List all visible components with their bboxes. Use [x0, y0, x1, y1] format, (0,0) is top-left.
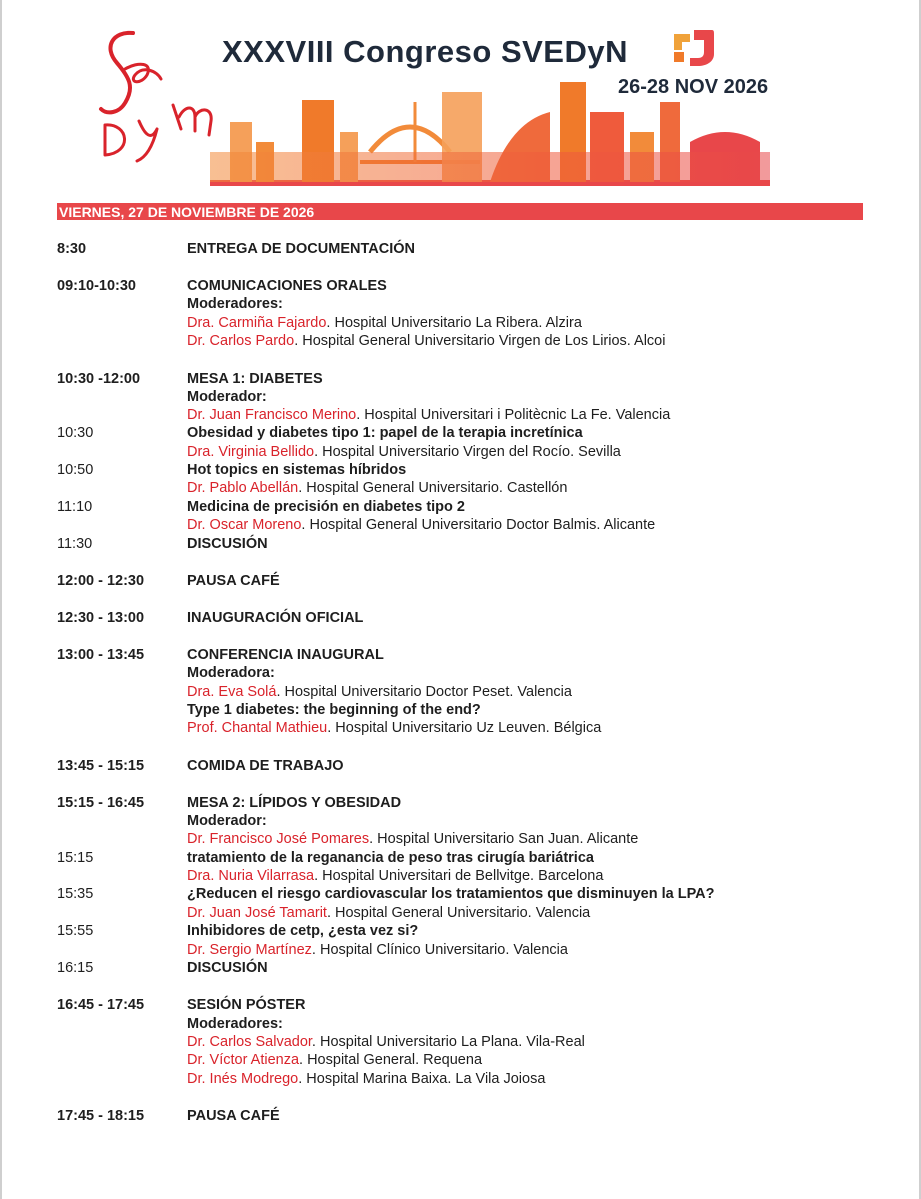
schedule-row	[0, 388, 921, 406]
schedule-time: 15:35	[57, 886, 94, 902]
schedule-row	[0, 664, 921, 682]
speaker-institution: . Hospital General Universitario Doctor Balmis. Alicante	[301, 517, 656, 533]
schedule-row	[0, 1015, 921, 1033]
schedule-row	[0, 904, 921, 922]
schedule-row	[0, 277, 921, 295]
schedule-row	[0, 719, 921, 737]
schedule-time: 15:55	[57, 923, 94, 939]
speaker-line	[187, 867, 603, 885]
session-title: MESA 2: LÍPIDOS Y OBESIDAD	[187, 795, 402, 811]
speaker-line	[187, 683, 572, 701]
speaker-line	[187, 904, 590, 922]
session-title: PAUSA CAFÉ	[187, 573, 280, 589]
schedule-row	[0, 867, 921, 885]
speaker-line	[187, 1051, 482, 1069]
speaker-institution: . Hospital Universitari i Politècnic La Fe. Valencia	[356, 407, 671, 423]
speaker-line	[187, 443, 621, 461]
schedule-row	[0, 830, 921, 848]
schedule-row	[0, 996, 921, 1014]
session-title: CONFERENCIA INAUGURAL	[187, 647, 384, 663]
speaker-line	[187, 1070, 545, 1088]
speaker-institution: . Hospital Universitario Doctor Peset. Valencia	[276, 684, 572, 700]
speaker-name: Dr. Carlos Salvador	[187, 1034, 312, 1050]
schedule-time: 12:00 - 12:30	[57, 573, 145, 589]
schedule-time: 12:30 - 13:00	[57, 610, 145, 626]
schedule-row	[0, 849, 921, 867]
session-title: DISCUSIÓN	[187, 536, 268, 552]
session-title: PAUSA CAFÉ	[187, 1108, 280, 1124]
talk-title: Inhibidores de cetp, ¿esta vez si?	[187, 923, 419, 939]
speaker-name: Prof. Chantal Mathieu	[187, 720, 328, 736]
speaker-institution: . Hospital Marina Baixa. La Vila Joiosa	[298, 1071, 546, 1087]
speaker-line	[187, 314, 582, 332]
speaker-name: Dra. Eva Solá	[187, 684, 277, 700]
session-title: INAUGURACIÓN OFICIAL	[187, 610, 364, 626]
schedule-time: 13:45 - 15:15	[57, 758, 145, 774]
schedule-row	[0, 479, 921, 497]
speaker-institution: . Hospital General. Requena	[299, 1052, 483, 1068]
congress-title: XXXVIII Congreso SVEDyN	[222, 34, 628, 69]
talk-title: ¿Reducen el riesgo cardiovascular los tratamientos que disminuyen la LPA?	[187, 886, 715, 902]
day-header-text: VIERNES, 27 DE NOVIEMBRE DE 2026	[59, 204, 315, 220]
talk-title: Obesidad y diabetes tipo 1: papel de la terapia incretínica	[187, 425, 583, 441]
session-title: COMUNICACIONES ORALES	[187, 278, 387, 294]
session-title: DISCUSIÓN	[187, 960, 268, 976]
schedule-row	[0, 498, 921, 516]
moderator-label: Moderadores:	[187, 296, 283, 312]
moderator-label: Moderador:	[187, 389, 267, 405]
speaker-institution: . Hospital Universitario La Ribera. Alzira	[326, 315, 582, 331]
schedule-row	[0, 1107, 921, 1125]
speaker-line	[187, 516, 655, 534]
speaker-line	[187, 719, 601, 737]
session-title: COMIDA DE TRABAJO	[187, 758, 344, 774]
speaker-line	[187, 1033, 585, 1051]
talk-title: Medicina de precisión en diabetes tipo 2	[187, 499, 465, 515]
speaker-institution: . Hospital General Universitario Virgen de Los Lirios. Alcoi	[294, 333, 666, 349]
schedule-row	[0, 922, 921, 940]
speaker-line	[187, 830, 638, 848]
speaker-institution: . Hospital Universitario San Juan. Alicante	[369, 831, 639, 847]
schedule-row	[0, 516, 921, 534]
speaker-institution: . Hospital General Universitario. Valencia	[326, 905, 591, 921]
schedule-row	[0, 885, 921, 903]
moderator-label: Moderadora:	[187, 665, 275, 681]
schedule-row	[0, 794, 921, 812]
speaker-institution: . Hospital Universitari de Bellvitge. Barcelona	[314, 868, 604, 884]
speaker-name: Dra. Nuria Vilarrasa	[187, 868, 315, 884]
schedule-row	[0, 646, 921, 664]
speaker-name: Dra. Carmiña Fajardo	[187, 315, 327, 331]
schedule-row	[0, 683, 921, 701]
schedule-row	[0, 332, 921, 350]
schedule-row	[0, 240, 921, 258]
schedule-row	[0, 1051, 921, 1069]
schedule-row	[0, 812, 921, 830]
moderator-label: Moderador:	[187, 813, 267, 829]
schedule-row	[0, 572, 921, 590]
schedule-time: 16:15	[57, 960, 94, 976]
schedule-time: 10:30 -12:00	[57, 371, 141, 387]
speaker-institution: . Hospital General Universitario. Castellón	[298, 480, 568, 496]
schedule-time: 8:30	[57, 241, 87, 257]
speaker-name: Dr. Inés Modrego	[187, 1071, 299, 1087]
speaker-line	[187, 941, 568, 959]
session-title: MESA 1: DIABETES	[187, 371, 323, 387]
schedule-row	[0, 535, 921, 553]
speaker-institution: . Hospital Universitario La Plana. Vila-Real	[311, 1034, 585, 1050]
schedule-time: 16:45 - 17:45	[57, 997, 145, 1013]
speaker-name: Dr. Carlos Pardo	[187, 333, 295, 349]
talk-title: Type 1 diabetes: the beginning of the end?	[187, 702, 481, 718]
schedule-row	[0, 461, 921, 479]
schedule-row	[0, 443, 921, 461]
speaker-name: Dr. Pablo Abellán	[187, 480, 299, 496]
schedule-time: 13:00 - 13:45	[57, 647, 145, 663]
talk-title: tratamiento de la reganancia de peso tras cirugía bariátrica	[187, 850, 594, 866]
schedule-row	[0, 941, 921, 959]
moderator-label: Moderadores:	[187, 1016, 283, 1032]
speaker-name: Dr. Francisco José Pomares	[187, 831, 370, 847]
speaker-line	[187, 479, 567, 497]
schedule-time: 11:10	[57, 499, 93, 515]
schedule-row	[0, 406, 921, 424]
schedule-row	[0, 314, 921, 332]
speaker-name: Dr. Oscar Moreno	[187, 517, 302, 533]
schedule-time: 10:50	[57, 462, 94, 478]
speaker-line	[187, 332, 665, 350]
speaker-institution: . Hospital Clínico Universitario. Valencia	[311, 942, 568, 958]
speaker-name: Dr. Sergio Martínez	[187, 942, 312, 958]
schedule-row	[0, 1070, 921, 1088]
speaker-name: Dr. Juan Francisco Merino	[187, 407, 357, 423]
speaker-institution: . Hospital Universitario Virgen del Rocío. Sevilla	[314, 444, 621, 460]
speaker-name: Dr. Juan José Tamarit	[187, 905, 327, 921]
schedule-row	[0, 295, 921, 313]
schedule-row	[0, 757, 921, 775]
speaker-name: Dr. Víctor Atienza	[187, 1052, 300, 1068]
session-title: SESIÓN PÓSTER	[187, 997, 306, 1013]
schedule-row	[0, 609, 921, 627]
talk-title: Hot topics en sistemas híbridos	[187, 462, 407, 478]
schedule-time: 15:15 - 16:45	[57, 795, 145, 811]
schedule-time: 10:30	[57, 425, 94, 441]
schedule-row	[0, 959, 921, 977]
schedule-row	[0, 424, 921, 442]
schedule-time: 09:10-10:30	[57, 278, 136, 294]
schedule-time: 15:15	[57, 850, 94, 866]
schedule-row	[0, 701, 921, 719]
session-title: ENTREGA DE DOCUMENTACIÓN	[187, 241, 415, 257]
schedule-row	[0, 370, 921, 388]
schedule-row	[0, 1033, 921, 1051]
congress-dates: 26-28 NOV 2026	[618, 76, 769, 98]
speaker-institution: . Hospital Universitario Uz Leuven. Bélgica	[327, 720, 602, 736]
speaker-name: Dra. Virginia Bellido	[187, 444, 315, 460]
schedule-time: 11:30	[57, 536, 93, 552]
speaker-line	[187, 406, 670, 424]
schedule-time: 17:45 - 18:15	[57, 1108, 145, 1124]
